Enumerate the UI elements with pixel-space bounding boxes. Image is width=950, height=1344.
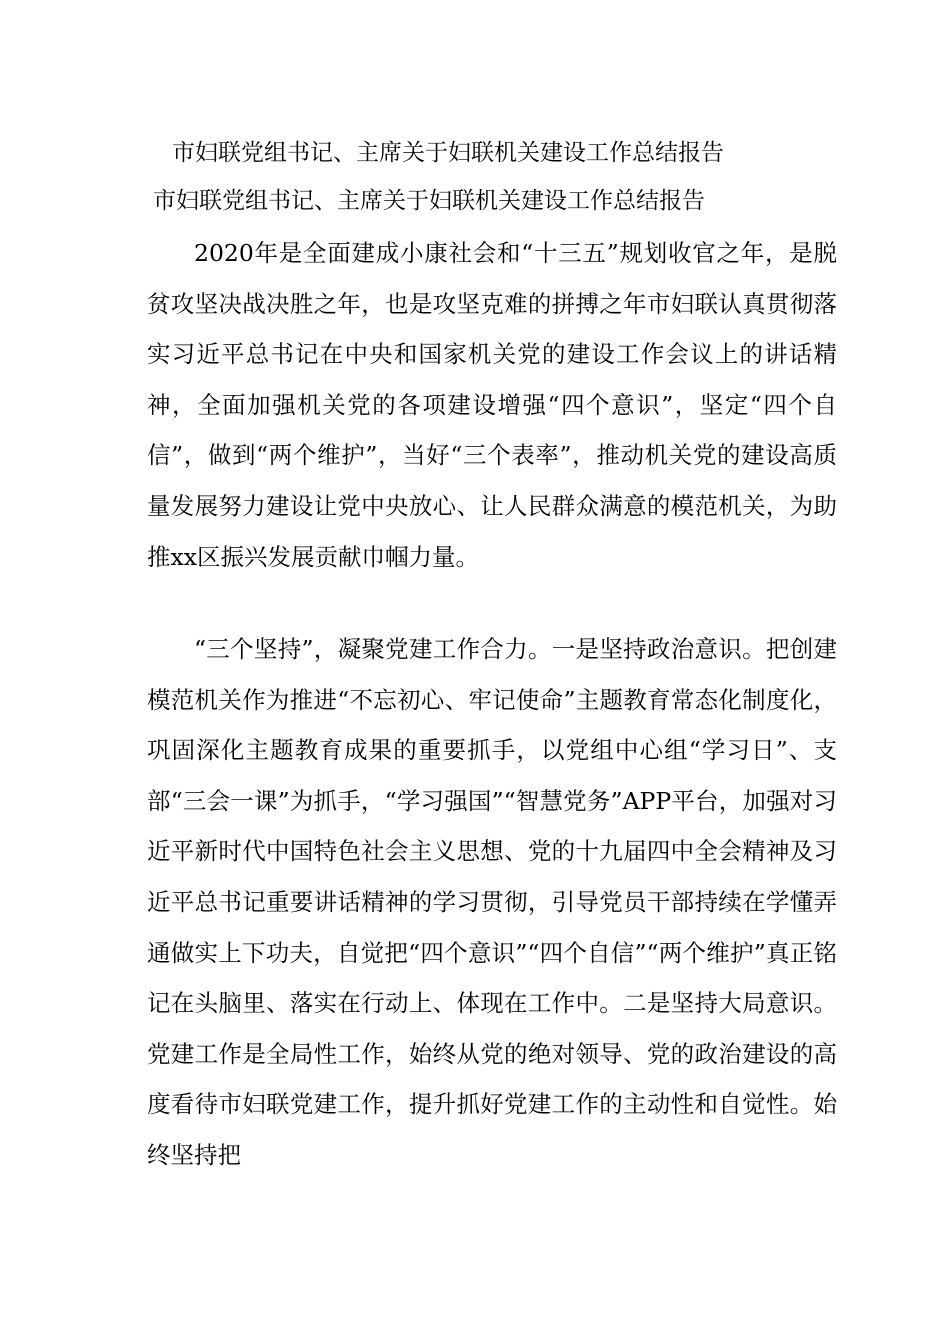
document-title: 市妇联党组书记、主席关于妇联机关建设工作总结报告 [172,140,724,166]
document-subtitle: 市妇联党组书记、主席关于妇联机关建设工作总结报告 [153,188,705,214]
paragraph-three-persistences: “三个坚持”，凝聚党建工作合力。一是坚持政治意识。把创建模范机关作为推进“不忘初心、牢记使命”主题教育常态化制度化，巩固深化主题教育成果的重要抓手，以党组中心组“学习日”、支部“三会一课”为抓手，“学习强国”“智慧党务”APP平台，加强对习近平新时代中国特色社会主义思想、党的十九届四中全会精神及习近平总书记重要讲话精神的学习贯彻，引导党员干部持续在学懂弄通做实上下功夫，自觉把“四个意识”“四个自信”“两个维护”真正铭记在头脑里、落实在行动上、体现在工作中。二是坚持大局意识。党建工作是全局性工作，始终从党的绝对领导、党的政治建设的高度看待市妇联党建工作，提升抓好党建工作的主动性和自觉性。始终坚持把 [147,635,837,1169]
paragraph-intro: 2020年是全面建成小康社会和“十三五”规划收官之年，是脱贫攻坚决战决胜之年，也是攻坚克难的拼搏之年市妇联认真贯彻落实习近平总书记在中央和国家机关党的建设工作会议上的讲话精神，全面加强机关党的各项建设增强“四个意识”，坚定“四个自信”，做到“两个维护”，当好“三个表率”，推动机关党的建设高质量发展努力建设让党中央放心、让人民群众满意的模范机关，为助推xx区振兴发展贡献巾帼力量。 [147,239,837,571]
